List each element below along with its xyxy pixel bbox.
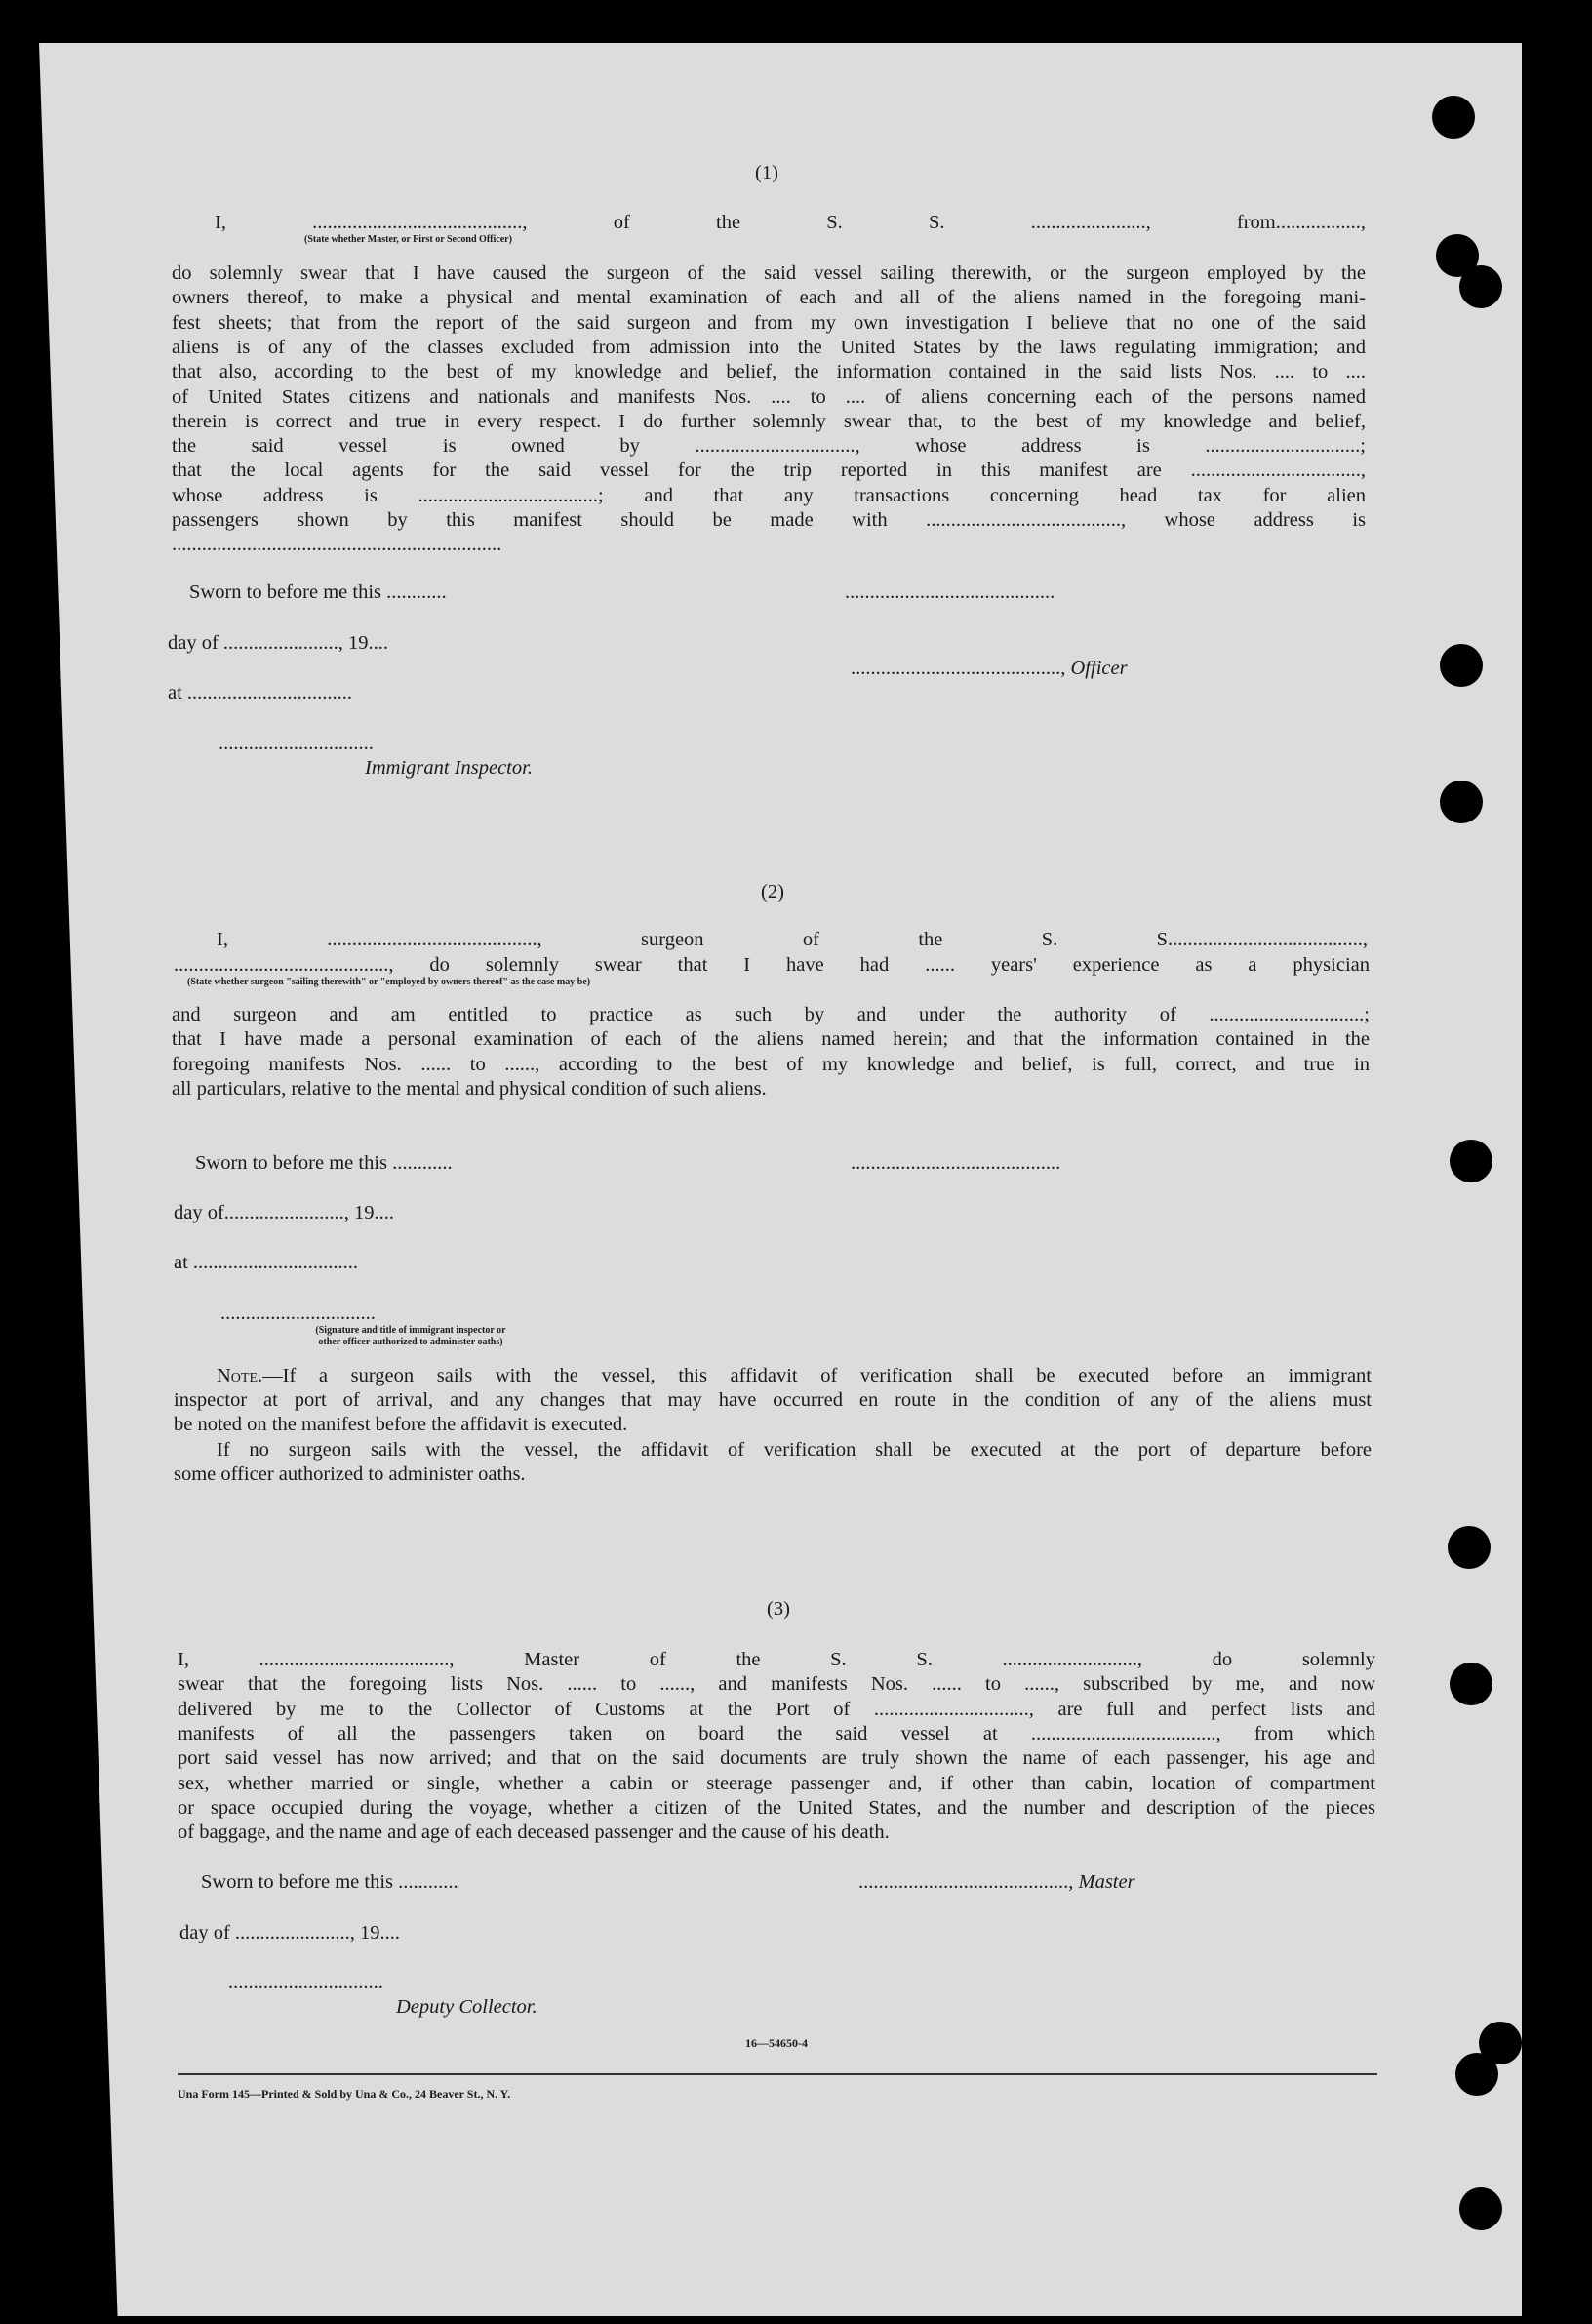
section-number: (1) (755, 162, 778, 183)
note-label: Note (217, 1365, 259, 1386)
punch-hole (1459, 265, 1502, 308)
body-line: or space occupied during the voyage, whether a citizen of the United States, and the number and description of the pieces (178, 1796, 1375, 1819)
inspector-label: Immigrant Inspector. (365, 757, 533, 779)
body-line: fest sheets; that from the report of the said surgeon and from my own investigation I believe that no one of the said (172, 311, 1366, 334)
note2-line: some officer authorized to administer oaths. (174, 1463, 526, 1485)
inspector-note: (Signature and title of immigrant inspector or (315, 1325, 506, 1336)
signature-line: .......................................... (845, 581, 1055, 603)
note-line: inspector at port of arrival, and any changes that may have occurred en route in the condition of any of the aliens must (174, 1389, 1372, 1411)
body-line: foregoing manifests Nos. ...... to ......, according to the best of my knowledge and belief, is full, correct, and true in (172, 1053, 1370, 1075)
body-line: whose address is ....................................; and that any transactions concerning head tax for alien (172, 484, 1366, 506)
body-line: and surgeon and am entitled to practice as such by and under the authority of ...............................; (172, 1004, 1370, 1025)
affidavit-line: ..........................................., do solemnly swear that I have had ...... years' experience as a physician (174, 954, 1370, 976)
inspector-note: other officer authorized to administer oaths) (318, 1337, 503, 1347)
inspector-signature-line: ............................... (220, 1302, 376, 1324)
body-line: manifests of all the passengers taken on board the said vessel at ....................................., from which (178, 1722, 1375, 1744)
officer-dots: .........................................., (851, 658, 1071, 679)
note2-line: If no surgeon sails with the vessel, the affidavit of verification shall be executed at the port of departure before (217, 1439, 1372, 1461)
day-of-line: day of ......................., 19.... (168, 632, 389, 654)
body-line: the said vessel is owned by ................................, whose address is ...............................; (172, 435, 1366, 458)
officer-label: Officer (1070, 658, 1128, 679)
sworn-line: Sworn to before me this ............ (201, 1871, 458, 1893)
body-line: delivered by me to the Collector of Customs at the Port of ..............................., are full and perfect lists and (178, 1698, 1375, 1720)
punch-hole (1440, 644, 1483, 687)
punch-hole (1440, 781, 1483, 823)
master-dots: .........................................., (858, 1871, 1079, 1893)
collector-signature-line: ............................... (228, 1972, 383, 1993)
printer-line: Una Form 145—Printed & Sold by Una & Co., 24 Beaver St., N. Y. (178, 2087, 511, 2101)
body-line: sex, whether married or single, whether a cabin or steerage passenger and, if other than cabin, location of compartment (178, 1772, 1375, 1794)
note-line: be noted on the manifest before the affidavit is executed. (174, 1414, 628, 1435)
body-line: that I have made a personal examination of each of the aliens named herein; and that the information contained in the (172, 1028, 1370, 1051)
section-number: (2) (761, 881, 784, 902)
master-label: Master (1078, 1871, 1135, 1893)
body-line-last: of baggage, and the name and age of each deceased passenger and the cause of his death. (178, 1822, 890, 1843)
affidavit-line: I, .........................................., of the S. S. ......................., from................., (215, 212, 1366, 233)
footer-rule (178, 2073, 1377, 2075)
body-line: owners thereof, to make a physical and mental examination of each and all of the aliens named in the foregoing mani- (172, 287, 1366, 309)
punch-hole (1450, 1663, 1492, 1705)
day-of-line: day of........................, 19.... (174, 1202, 395, 1223)
affidavit-line: I, .........................................., surgeon of the S. S......................................., (217, 929, 1368, 950)
master-line (858, 1870, 1135, 1895)
body-line-last: .................................................................. (172, 534, 502, 555)
body-line: swear that the foregoing lists Nos. ...... to ......, and manifests Nos. ...... to ......, subscribed by me, and now (178, 1673, 1375, 1696)
body-line: do solemnly swear that I have caused the surgeon of the said vessel sailing therewith, or the surgeon employed by the (172, 262, 1366, 284)
signature-line: .......................................... (851, 1152, 1061, 1174)
note-line (217, 1364, 1372, 1388)
day-of-line: day of ......................., 19.... (179, 1922, 401, 1943)
body-line: I, ......................................, Master of the S. S. ..........................., do solemnly (178, 1649, 1375, 1670)
body-line: aliens is of any of the classes excluded from admission into the United States by the laws regulating immigration; and (172, 336, 1366, 358)
body-line: passengers shown by this manifest should be made with ......................................., whose address is (172, 509, 1366, 531)
field-note: (State whether Master, or First or Second Officer) (304, 234, 512, 245)
section-number: (3) (767, 1598, 790, 1620)
at-line: at ................................. (168, 682, 353, 703)
collector-label: Deputy Collector. (396, 1996, 537, 2018)
field-note: (State whether surgeon "sailing therewith" or "employed by owners thereof" as the case may be) (187, 977, 591, 987)
body-line: therein is correct and true in every respect. I do further solemnly swear that, to the best of my knowledge and belief, (172, 410, 1366, 432)
body-line: port said vessel has now arrived; and that on the said documents are truly shown the name of each passenger, his age and (178, 1747, 1375, 1770)
at-line: at ................................. (174, 1252, 359, 1273)
officer-line (851, 657, 1128, 681)
body-line: that the local agents for the said vessel for the trip reported in this manifest are .................................., (172, 460, 1366, 482)
body-line-last: all particulars, relative to the mental and physical condition of such aliens. (172, 1078, 767, 1100)
inspector-signature-line: ............................... (219, 733, 374, 754)
sworn-line: Sworn to before me this ............ (189, 581, 447, 603)
form-number: 16—54650-4 (745, 2036, 808, 2050)
sworn-line: Sworn to before me this ............ (195, 1152, 453, 1174)
note-text: .—If a surgeon sails with the vessel, this affidavit of verification shall be executed before an immigrant (258, 1365, 1372, 1386)
punch-hole (1450, 1140, 1492, 1182)
punch-hole (1455, 2053, 1498, 2096)
punch-hole (1448, 1526, 1491, 1569)
body-line: that also, according to the best of my knowledge and belief, the information contained in the said lists Nos. .... to .... (172, 361, 1366, 383)
punch-hole (1459, 2187, 1502, 2230)
body-line: of United States citizens and nationals and manifests Nos. .... to .... of aliens concerning each of the persons named (172, 385, 1366, 408)
punch-hole (1432, 96, 1475, 139)
